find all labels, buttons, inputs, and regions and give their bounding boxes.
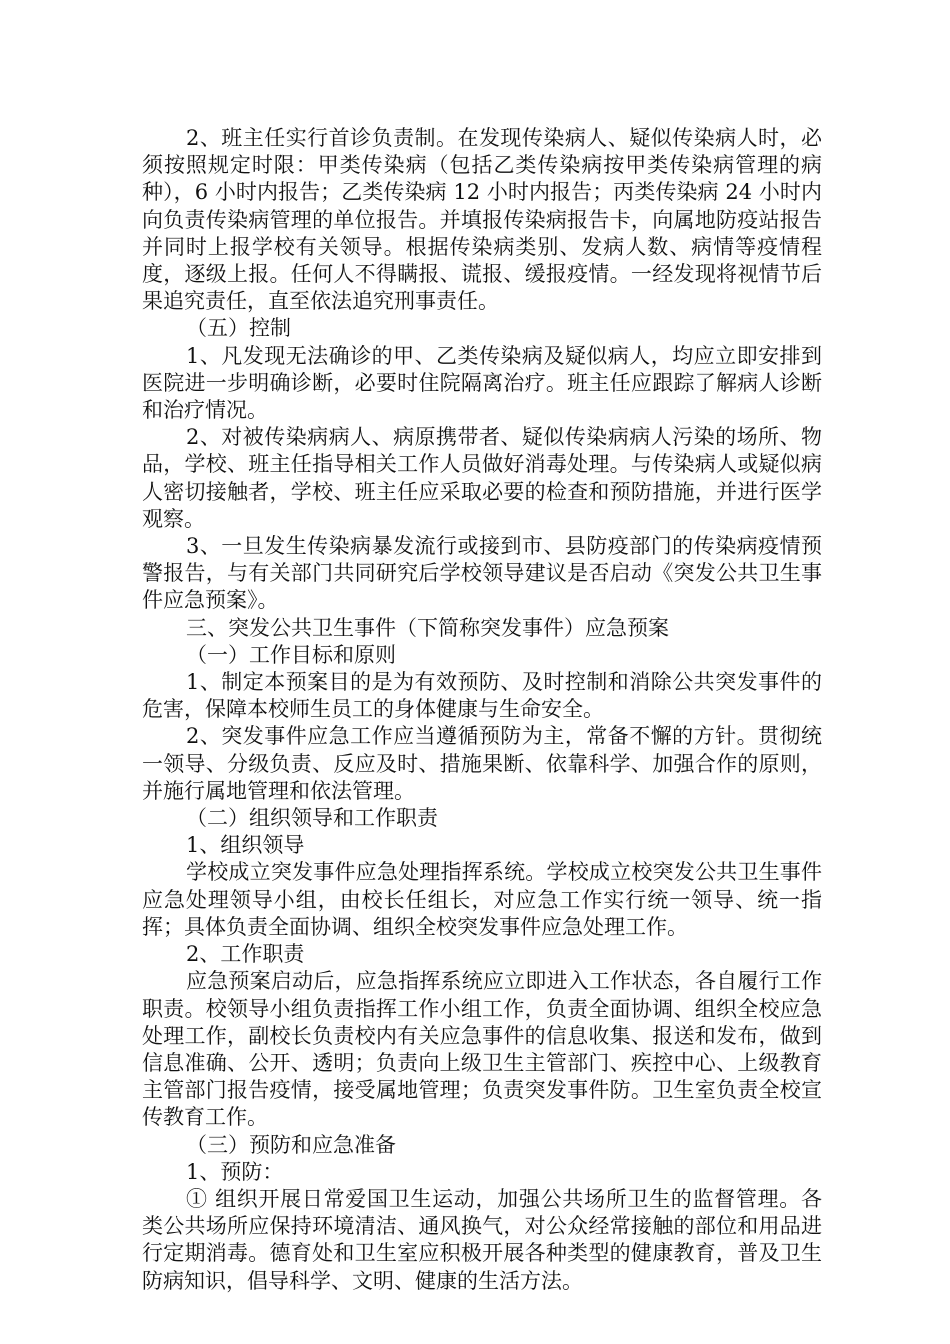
paragraph-control-2: 2、对被传染病病人、病原携带者、疑似传染病病人污染的场所、物品，学校、班主任指导相关工作人员做好消毒处理。与传染病人或疑似病人密切接触者，学校、班主任应采取必要的检查和预防措施，并进行医学观察。 <box>142 425 822 531</box>
paragraph-responsibilities: 应急预案启动后，应急指挥系统应立即进入工作状态，各自履行工作职责。校领导小组负责指挥工作小组工作，负责全面协调、组织全校应急处理工作，副校长负责校内有关应急事件的信息收集、报送和发布，做到信息准确、公开、透明；负责向上级卫生主管部门、疾控中心、上级教育主管部门报告疫情，接受属地管理；负责突发事件防。卫生室负责全校宣传教育工作。 <box>142 969 822 1130</box>
heading-organization: （二）组织领导和工作职责 <box>186 806 438 831</box>
paragraph-first-report-duty: 2、班主任实行首诊负责制。在发现传染病人、疑似传染病人时，必须按照规定时限：甲类传染病（包括乙类传染病按甲类传染病管理的病种），6 小时内报告；乙类传染病 12 小时内报告；丙类传染病 24 小时内向负责传染病管理的单位报告。并填报传染病报告卡，向属地防疫站报告并同时上报学校有关领导。根据传染病类别、发病人数、病情等疫情程度，逐级上报。任何人不得瞒报、谎报、缓报疫情。一经发现将视情节后果追究责任，直至依法追究刑事责任。 <box>142 126 822 314</box>
paragraph-prevention-1: ① 组织开展日常爱国卫生运动，加强公共场所卫生的监督管理。各类公共场所应保持环境清洁、通风换气，对公众经常接触的部位和用品进行定期消毒。德育处和卫生室应积极开展各种类型的健康教育，普及卫生防病知识，倡导科学、文明、健康的生活方法。 <box>142 1186 822 1293</box>
heading-goals-principles: （一）工作目标和原则 <box>186 642 396 667</box>
heading-responsibilities: 2、工作职责 <box>186 942 305 967</box>
heading-control: （五）控制 <box>186 316 291 341</box>
paragraph-control-3: 3、一旦发生传染病暴发流行或接到市、县防疫部门的传染病疫情预警报告，与有关部门共同研究后学校领导建议是否启动《突发公共卫生事件应急预案》。 <box>142 534 822 613</box>
heading-organization-leadership: 1、组织领导 <box>186 833 305 858</box>
paragraph-control-1: 1、凡发现无法确诊的甲、乙类传染病及疑似病人，均应立即安排到医院进一步明确诊断，必要时住院隔离治疗。班主任应跟踪了解病人诊断和治疗情况。 <box>142 343 822 423</box>
heading-prevention: 1、预防： <box>186 1159 284 1184</box>
heading-section-three: 三、突发公共卫生事件（下简称突发事件）应急预案 <box>186 615 669 640</box>
paragraph-leadership: 学校成立突发事件应急处理指挥系统。学校成立校突发公共卫生事件应急处理领导小组，由校长任组长，对应急工作实行统一领导、统一指挥；具体负责全面协调、组织全校突发事件应急处理工作。 <box>142 860 822 939</box>
document-body <box>142 125 822 1295</box>
heading-prevention-preparedness: （三）预防和应急准备 <box>186 1132 396 1157</box>
paragraph-goals-1: 1、制定本预案目的是为有效预防、及时控制和消除公共突发事件的危害，保障本校师生员工的身体健康与生命安全。 <box>142 670 822 722</box>
paragraph-goals-2: 2、突发事件应急工作应当遵循预防为主，常备不懈的方针。贯彻统一领导、分级负责、反应及时、措施果断、依靠科学、加强合作的原则，并施行属地管理和依法管理。 <box>142 724 822 803</box>
